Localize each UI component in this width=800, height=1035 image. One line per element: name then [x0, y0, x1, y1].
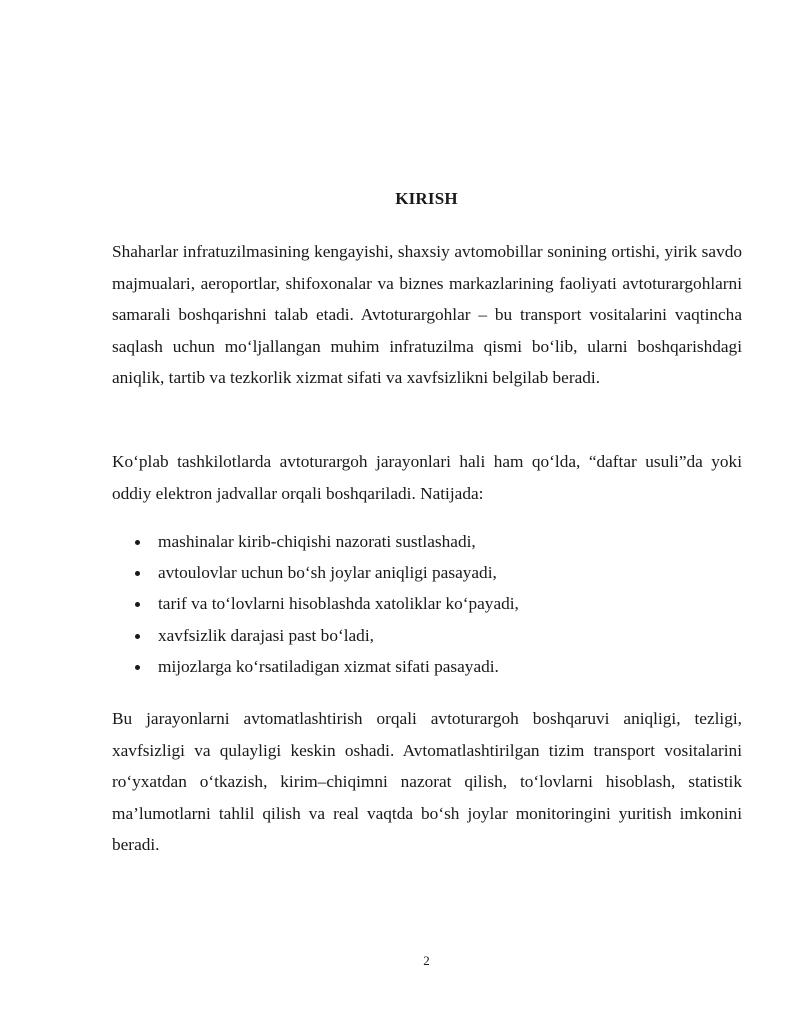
section-heading: KIRISH: [395, 189, 458, 208]
bullet-icon: [135, 665, 140, 670]
list-item: [112, 557, 742, 588]
intro-paragraph-1: Shaharlar infratuzilmasining kengayishi, shaxsiy avtomobillar sonining ortishi, yirik savdo majmualari, aeroportlar, shifoxonalar va biznes markazlarining faoliyati avtoturargohlarni samarali boshqarishni talab etadi. Avtoturargohlar – bu transport vositalarini vaqtincha saqlash uchun mo‘ljallangan muhim infratuzilma qismi bo‘lib, ularni boshqarishdagi aniqlik, tartib va tezkorlik xizmat sifati va xavfsizlikni belgilab beradi.: [112, 242, 742, 388]
list-item-text: avtoulovlar uchun bo‘sh joylar aniqligi pasayadi,: [158, 563, 497, 583]
list-item-text: xavfsizlik darajasi past bo‘ladi,: [158, 625, 374, 645]
problems-list: [112, 526, 742, 682]
page-number: 2: [423, 953, 430, 968]
list-item: [112, 620, 742, 651]
bullet-icon: [135, 602, 140, 607]
list-item: [112, 651, 742, 682]
list-item-text: mashinalar kirib-chiqishi nazorati sustlashadi,: [158, 532, 476, 551]
bullet-icon: [135, 571, 140, 576]
list-item-text: tarif va to‘lovlarni hisoblashda xatoliklar ko‘payadi,: [158, 594, 519, 614]
intro-paragraph-2: Ko‘plab tashkilotlarda avtoturargoh jarayonlari hali ham qo‘lda, “daftar usuli”da yoki oddiy elektron jadvallar orqali boshqariladi. Natijada:: [112, 452, 742, 503]
bullet-icon: [135, 540, 140, 545]
list-item: [112, 588, 742, 619]
list-item: [112, 526, 742, 557]
bullet-icon: [135, 634, 140, 639]
intro-paragraph-3: Bu jarayonlarni avtomatlashtirish orqali avtoturargoh boshqaruvi aniqligi, tezligi, xavfsizligi va qulayligi keskin oshadi. Avtomatlashtirilgan tizim transport vositalarini ro‘yxatdan o‘tkazish, kirim–chiqimni nazorat qilish, to‘lovlarni hisoblash, statistik ma’lumotlarni tahlil qilish va real vaqtda bo‘sh joylar monitoringini yuritish imkonini beradi.: [112, 709, 742, 855]
list-item-text: mijozlarga ko‘rsatiladigan xizmat sifati pasayadi.: [158, 656, 499, 676]
